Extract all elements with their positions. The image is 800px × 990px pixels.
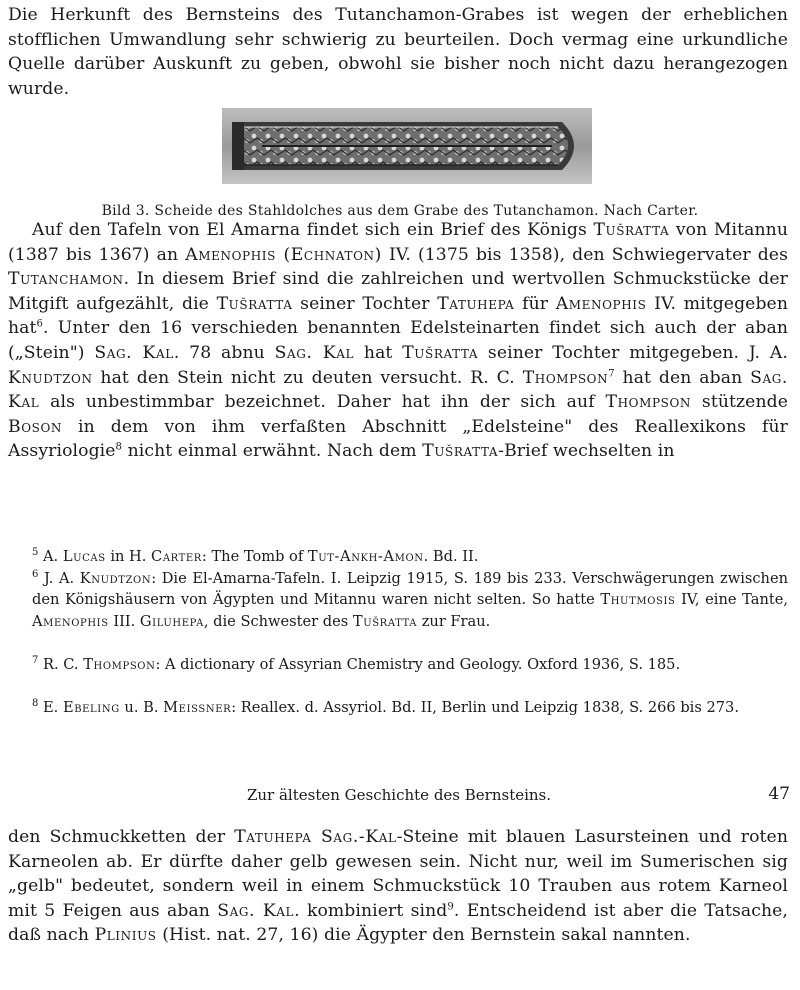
text-run: in dem von ihm verfaßten Abschnitt „Edelsteine" des Reallexikons für Assyriologie: [8, 416, 788, 462]
name-tatuhepa-sag-kal: Tatuhepa Sag.-Kal: [234, 827, 397, 847]
text-run: u. B.: [119, 699, 164, 716]
text-run: den Schmuckketten der: [8, 827, 235, 847]
name-tusratta: Tušratta: [216, 293, 293, 314]
footnote-ref-8: 8: [115, 441, 123, 453]
footnote-number: 7: [32, 655, 39, 667]
name-ebeling: Ebeling: [62, 699, 120, 716]
text-run: IV. (1375 bis 1358), den Schwiegervater des: [381, 244, 788, 265]
figure-caption-text: Bild 3. Scheide des Stahldolches aus dem Grabe des Tutanchamon. Nach Carter.: [101, 203, 699, 219]
intro-text: Die Herkunft des Bernsteins des Tutanchamon-Grabes ist wegen der erheblichen stofflichen Umwandlung sehr schwierig zu beurteilen. Doch vermag eine urkundliche Quelle darüber Auskunft zu geben, obwohl sie bisher noch nicht dazu herangezogen wurde.: [8, 5, 788, 99]
text-run: A.: [43, 548, 63, 565]
text-run: seiner Tochter: [292, 293, 438, 314]
term-sag-kal: Sag. Kal: [8, 367, 788, 413]
text-run: hat den aban: [614, 367, 751, 388]
name-tusratta: Tušratta: [593, 220, 670, 240]
text-run: hat: [354, 342, 403, 363]
name-thutmosis: Thutmosis: [600, 591, 676, 609]
text-run: : Die El-Amarna-Tafeln. I. Leipzig 1915, S. 189 bis 233. Verschwägerungen zwischen den Königshäusern von Ägypten und Mitannu waren nicht selten. So hatte: [32, 570, 788, 609]
name-carter: Carter: [151, 548, 202, 565]
text-run: : A dictionary of Assyrian Chemistry and Geology. Oxford 1936, S. 185.: [155, 656, 681, 673]
text-run: : Reallex. d. Assyriol. Bd. II, Berlin und Leipzig 1838, S. 266 bis 273.: [231, 699, 739, 716]
name-tutanchamon: Tutanchamon: [8, 269, 124, 290]
intro-paragraph: [8, 3, 788, 101]
running-title: Zur ältesten Geschichte des Bernsteins.: [246, 786, 552, 804]
text-run: . Unter den 16 verschieden benannten Edelsteinarten findet sich auch der aban („Stein"): [8, 318, 788, 363]
dagger-sheath-image: [222, 108, 592, 184]
footnote-ref-7: 7: [608, 367, 615, 379]
text-run: , die Schwester des: [203, 612, 353, 630]
term-sag-kal: Sag. Kal: [94, 342, 174, 363]
text-run: für: [514, 293, 556, 314]
text-run: zur Frau.: [417, 612, 491, 630]
text-run: als unbestimmbar bezeichnet. Daher hat ihn der sich auf: [39, 392, 606, 413]
text-run: J. A.: [43, 570, 80, 587]
footnote-6: [8, 568, 788, 632]
name-tusratta: Tušratta: [352, 612, 418, 630]
name-tusratta: Tušratta: [402, 342, 479, 363]
figure-caption: [0, 203, 800, 219]
text-run: nicht einmal erwähnt. Nach dem: [122, 441, 423, 462]
page-number: 47: [768, 784, 790, 804]
name-boson: Boson: [8, 416, 63, 437]
text-run: von Mitannu (1387 bis 1367) an: [8, 220, 788, 265]
name-tut-ankh-amon: Tut-Ankh-Amon: [307, 548, 424, 565]
running-header: [8, 786, 790, 810]
text-run: hat den Stein nicht zu deuten versucht. R. C.: [92, 367, 523, 388]
continuation-paragraph: [8, 825, 788, 948]
name-thompson: Thompson: [605, 392, 692, 413]
text-run: IV, eine Tante,: [675, 591, 788, 609]
text-run: -Steine mit blauen Lasursteinen und roten Karneolen ab. Er dürfte daher gelb gewesen sein. Nicht nur, weil im Sumerischen sig „gelb" bedeutet, sondern weil in einem Schmuckstück 10 Trauben aus rotem Karneol mit 5 Feigen aus aban: [8, 827, 788, 921]
name-lucas: Lucas: [62, 548, 106, 565]
text-run: . Entscheidend ist aber die Tatsache, daß nach: [8, 900, 788, 946]
name-tusratta: Tušratta: [422, 441, 499, 462]
footnote-ref-9: 9: [447, 901, 454, 913]
term-sag-kal: Sag. Kal: [274, 342, 355, 363]
footnote-5: [8, 546, 788, 567]
name-plinius: Plinius: [94, 925, 157, 946]
text-run: E.: [43, 699, 63, 716]
name-knudtzon: Knudtzon: [8, 367, 93, 388]
name-knudtzon: Knudtzon: [79, 570, 152, 587]
text-run: . In diesem Brief sind die zahlreichen und wertvollen Schmuckstücke der Mitgift aufgezählt, die: [8, 269, 788, 314]
name-thompson: Thompson: [522, 367, 609, 388]
text-run: R. C.: [43, 656, 84, 673]
footnote-ref-6: 6: [36, 318, 43, 330]
name-tatuhepa: Tatuhepa: [437, 293, 515, 314]
text-run: seiner Tochter mitgegeben. J. A.: [478, 342, 788, 363]
footnote-8: [8, 697, 788, 718]
text-run: : The Tomb of: [201, 548, 308, 565]
footnote-7: [8, 654, 788, 675]
footnote-number: 6: [32, 569, 39, 581]
text-run: IV. mitgegeben hat: [8, 293, 788, 339]
text-run: in H.: [105, 548, 152, 565]
name-amenophis-echnaton: Amenophis (Echnaton): [185, 244, 382, 265]
term-sag-kal: Sag. Kal: [217, 900, 295, 921]
text-run: -Brief wechselten in: [498, 441, 675, 462]
name-thompson: Thompson: [83, 656, 156, 673]
main-paragraph: [8, 218, 788, 464]
dagger-sheath-figure: [222, 108, 592, 184]
text-run: . 78 abnu: [173, 342, 275, 363]
text-run: stützende: [691, 392, 788, 413]
footnote-number: 5: [32, 547, 39, 559]
name-amenophis: Amenophis: [32, 612, 109, 630]
text-run: (Hist. nat. 27, 16) die Ägypter den Bernstein sakal nannten.: [156, 925, 691, 946]
text-run: III.: [108, 612, 140, 630]
name-amenophis: Amenophis: [555, 293, 647, 314]
text-run: Auf den Tafeln von El Amarna findet sich ein Brief des Königs: [32, 220, 594, 240]
name-giluhepa: Giluhepa: [139, 612, 204, 630]
text-run: . kombiniert sind: [294, 900, 448, 921]
footnote-number: 8: [32, 698, 39, 710]
name-meissner: Meissner: [163, 699, 232, 716]
text-run: . Bd. II.: [423, 548, 479, 565]
